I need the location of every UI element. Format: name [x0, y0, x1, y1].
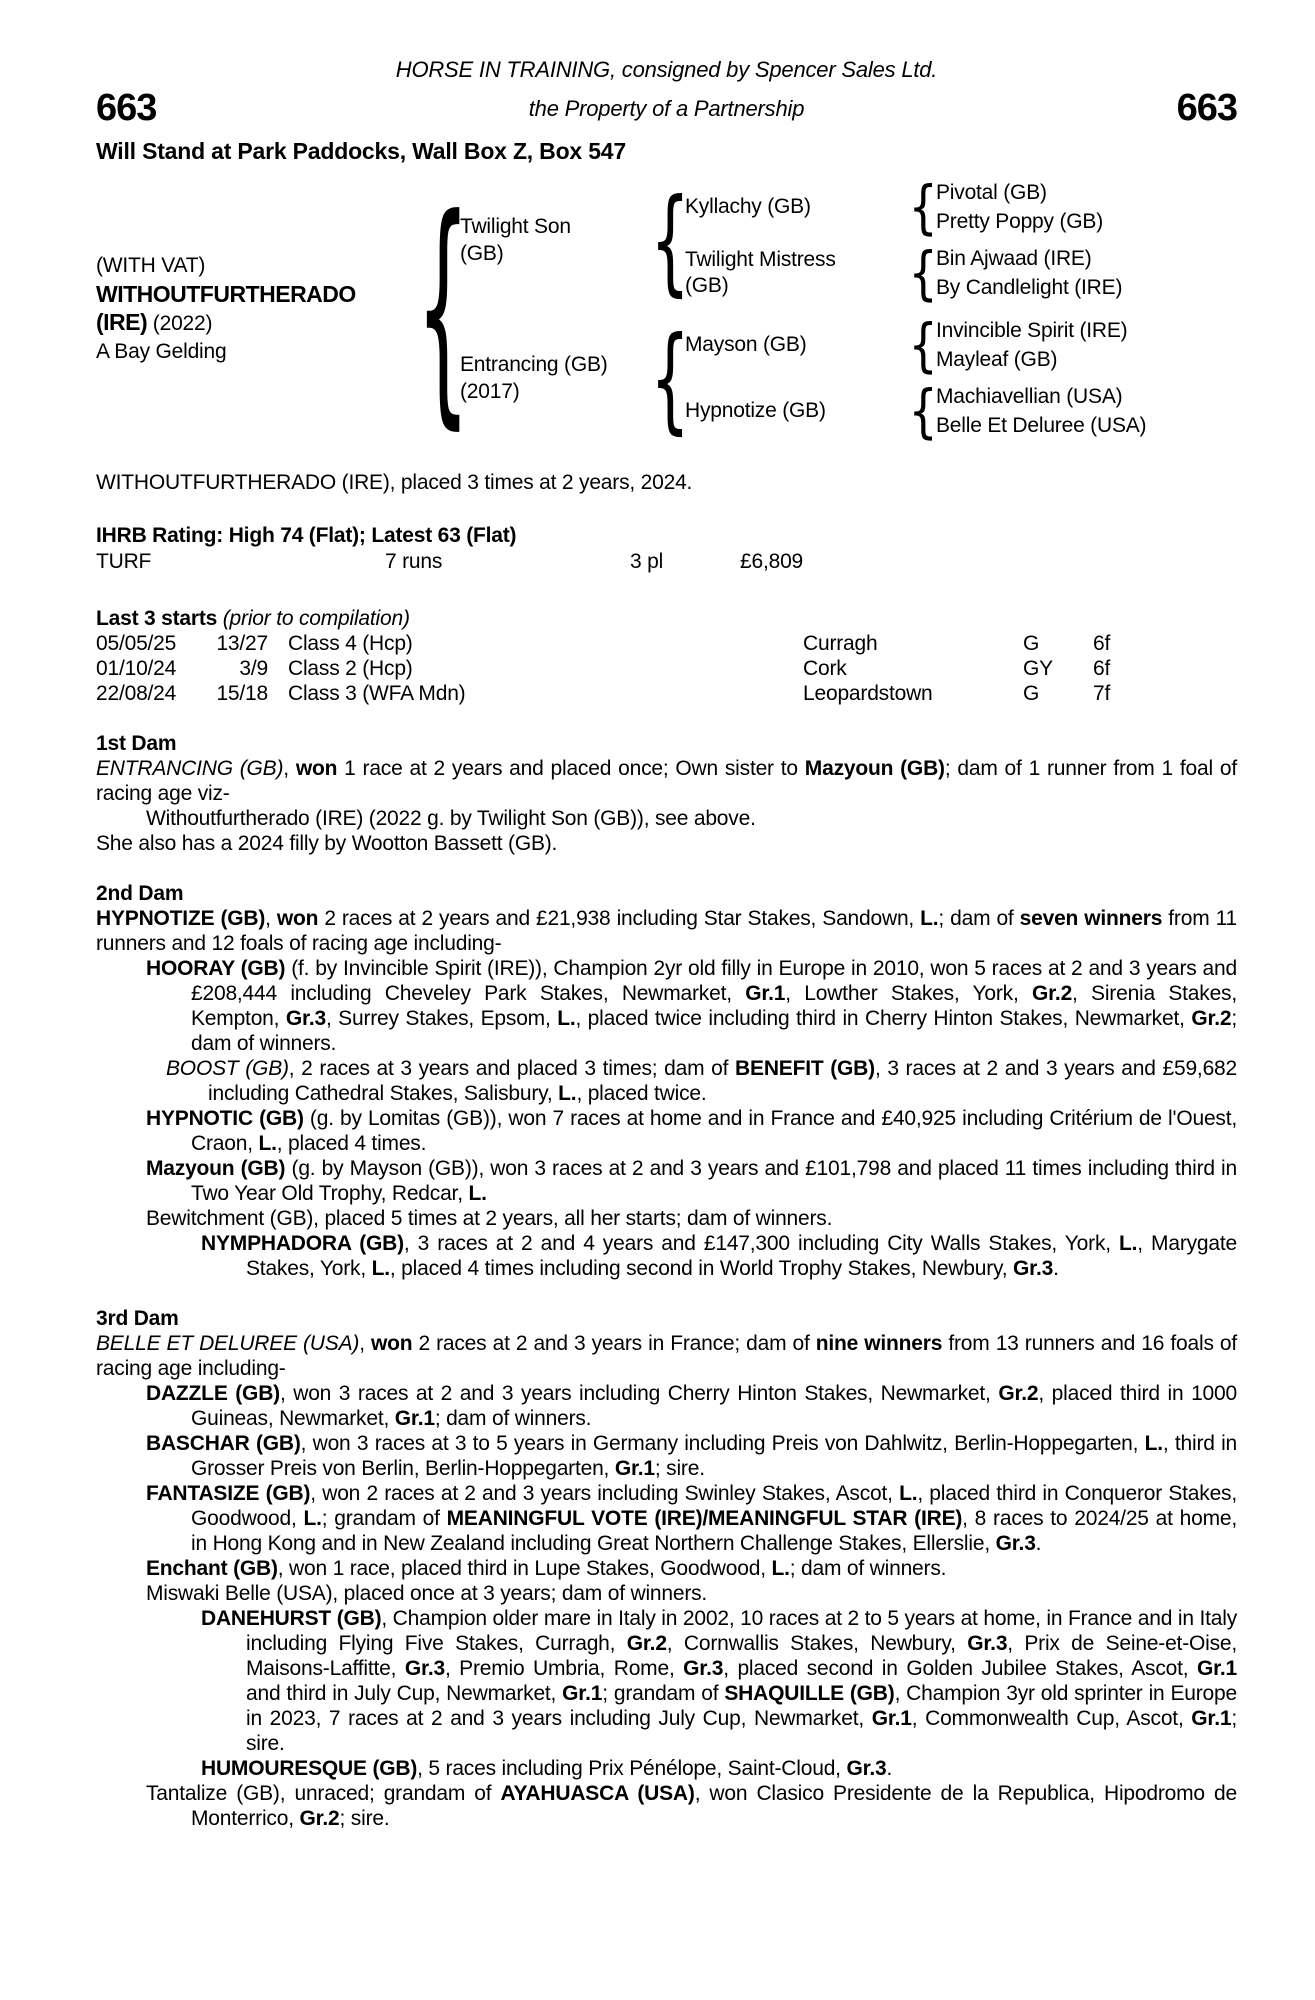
ihrb-rating: IHRB Rating: High 74 (Flat); Latest 63 (Flat): [96, 524, 517, 547]
pedigree-entry: NYMPHADORA (GB), 3 races at 2 and 4 years and £147,300 including City Walls Stakes, York, L., Marygate Stakes, York, L., placed 4 times including second in World Trophy Stakes, Newbury, Gr.3.: [201, 1232, 1237, 1280]
race-course: Curragh: [803, 632, 878, 655]
vat-note: (WITH VAT): [96, 254, 206, 277]
section-heading: 3rd Dam: [96, 1307, 179, 1330]
pedigree-entry: She also has a 2024 filly by Wootton Bassett (GB).: [96, 832, 558, 855]
pedigree-entry: BASCHAR (GB), won 3 races at 3 to 5 years in Germany including Preis von Dahlwitz, Berlin-Hoppegarten, L., third in Grosser Preis von Berlin, Berlin-Hoppegarten, Gr.1; sire.: [146, 1432, 1238, 1480]
record-placed: 3 pl: [630, 550, 664, 573]
pedigree-brace-small: {: [908, 310, 938, 379]
race-date: 05/05/25: [96, 632, 177, 655]
race-going: G: [1023, 682, 1040, 705]
pedigree-entry: FANTASIZE (GB), won 2 races at 2 and 3 years including Swinley Stakes, Ascot, L., placed third in Conqueror Stakes, Goodwood, L.; grandam of MEANINGFUL VOTE (IRE)/MEANINGFUL STAR (IRE), 8 races to 2024/25 at home, in Hong Kong and in New Zealand including Great Northern Challenge Stakes, Ellerslie, Gr.3.: [146, 1482, 1238, 1555]
last-starts-heading: [96, 606, 1237, 631]
race-course: Cork: [803, 657, 847, 680]
dam-branch: [460, 310, 1237, 446]
dam-name-line2: (2017): [460, 380, 520, 403]
sire-name-line1: Twilight Son: [460, 215, 571, 238]
horse-year: (2022): [147, 312, 213, 335]
section-heading: 1st Dam: [96, 732, 177, 755]
lot-line: [96, 86, 1237, 130]
turf-record-row: [96, 549, 1237, 574]
race-distance: 6f: [1093, 657, 1111, 680]
race-distance: 6f: [1093, 632, 1111, 655]
race-course: Leopardstown: [803, 682, 933, 705]
consignment-line: HORSE IN TRAINING, consigned by Spencer Sales Ltd.: [395, 57, 938, 82]
granddam-branch: [685, 376, 1237, 445]
section-3rd-dam: [96, 1306, 1237, 1831]
race-position: 3/9: [239, 657, 268, 680]
race-summary: WITHOUTFURTHERADO (IRE), placed 3 times at 2 years, 2024.: [96, 471, 693, 494]
last-starts-title: Last 3 starts: [96, 607, 218, 630]
pedigree-entry: Bewitchment (GB), placed 5 times at 2 years, all her starts; dam of winners.: [146, 1207, 833, 1230]
race-distance: 7f: [1093, 682, 1111, 705]
dam-name-line1: Entrancing (GB): [460, 353, 608, 376]
pedigree-brace-small: {: [908, 238, 938, 307]
race-row: [96, 656, 1237, 681]
pedigree-entry: DANEHURST (GB), Champion older mare in Italy in 2002, 10 races at 2 to 5 years at home, in France and in Italy including Flying Five Stakes, Curragh, Gr.2, Cornwallis Stakes, Newbury, Gr.3, Prix de Seine-et-Oise, Maisons-Laffitte, Gr.3, Premio Umbria, Rome, Gr.3, placed second in Golden Jubilee Stakes, Ascot, Gr.1 and third in July Cup, Newmarket, Gr.1; grandam of SHAQUILLE (GB), Champion 3yr old sprinter in Europe in 2023, 7 races at 2 and 3 years including July Cup, Newmarket, Gr.1, Commonwealth Cup, Ascot, Gr.1; sire.: [201, 1607, 1238, 1755]
record-runs: 7 runs: [385, 550, 443, 573]
great-grandparent-name: Belle Et Deluree (USA): [936, 414, 1147, 437]
section-2nd-dam: [96, 881, 1237, 1281]
great-grandparent-name: Bin Ajwaad (IRE): [936, 247, 1092, 270]
race-date: 22/08/24: [96, 682, 177, 705]
grandsire-branch: [685, 310, 1237, 379]
last-starts-block: [96, 606, 1237, 706]
lot-number-right: 663: [1176, 87, 1237, 129]
property-line: the Property of a Partnership: [528, 95, 805, 121]
pedigree-entry: Tantalize (GB), unraced; grandam of AYAHUASCA (USA), won Clasico Presidente de la Republica, Hipodromo de Monterrico, Gr.2; sire.: [146, 1782, 1237, 1830]
pedigree-entry: HYPNOTIZE (GB), won 2 races at 2 years and £21,938 including Star Stakes, Sandown, L.; dam of seven winners from 11 runners and 12 foals of racing age including-: [96, 907, 1237, 955]
pedigree-entry: ENTRANCING (GB), won 1 race at 2 years and placed once; Own sister to Mazyoun (GB); dam of 1 runner from 1 foal of racing age viz-: [96, 757, 1237, 805]
pedigree-entry: Enchant (GB), won 1 race, placed third in Lupe Stakes, Goodwood, L.; dam of winners.: [146, 1557, 947, 1580]
pedigree-entry: Mazyoun (GB) (g. by Mayson (GB)), won 3 races at 2 and 3 years and £101,798 and placed 11 times including third in Two Year Old Trophy, Redcar, L.: [146, 1157, 1238, 1205]
great-grandparents: [936, 178, 1237, 236]
section-1st-dam: [96, 731, 1237, 856]
granddam-branch: [685, 238, 1237, 307]
grandparent-name: Kyllachy (GB): [685, 195, 811, 218]
race-going: G: [1023, 632, 1040, 655]
great-grandparent-name: Invincible Spirit (IRE): [936, 319, 1128, 342]
race-row: [96, 631, 1237, 656]
grandparent-name: Hypnotize (GB): [685, 399, 826, 422]
great-grandparent-name: Mayleaf (GB): [936, 348, 1058, 371]
great-grandparents: [936, 382, 1237, 440]
pedigree-entry: HOORAY (GB) (f. by Invincible Spirit (IRE)), Champion 2yr old filly in Europe in 2010, won 5 races at 2 and 3 years and £208,444 including Cheveley Park Stakes, Newmarket, Gr.1, Lowther Stakes, York, Gr.2, Sirenia Stakes, Kempton, Gr.3, Surrey Stakes, Epsom, L., placed twice including third in Cherry Hinton Stakes, Newmarket, Gr.2; dam of winners.: [146, 957, 1238, 1055]
dam-name: [460, 316, 655, 440]
pedigree-brace-small: {: [908, 376, 938, 445]
record-surface: TURF: [96, 550, 152, 573]
great-grandparent-name: By Candlelight (IRE): [936, 276, 1123, 299]
section-heading: 2nd Dam: [96, 882, 184, 905]
race-position: 13/27: [216, 632, 268, 655]
race-going: GY: [1023, 657, 1053, 680]
grandparent-name: Mayson (GB): [685, 333, 807, 356]
pedigree-brace-dam: {: [650, 310, 690, 446]
great-grandparents: [936, 244, 1237, 302]
pedigree-entry: BOOST (GB), 2 races at 3 years and placed 3 times; dam of BENEFIT (GB), 3 races at 2 and 3 years and £59,682 including Cathedral Stakes, Salisbury, L., placed twice.: [166, 1057, 1238, 1105]
grandparent-name: Twilight Mistress (GB): [685, 248, 836, 297]
race-date: 01/10/24: [96, 657, 177, 680]
race-class: Class 2 (Hcp): [288, 657, 413, 680]
great-grandparent-name: Pretty Poppy (GB): [936, 210, 1103, 233]
horse-name: WITHOUTFURTHERADO: [96, 281, 356, 307]
great-grandparent-name: Pivotal (GB): [936, 181, 1047, 204]
stand-location-line: Will Stand at Park Paddocks, Wall Box Z, Box 547: [96, 138, 626, 164]
pedigree-generations: [460, 172, 1237, 446]
pedigree-entry: HYPNOTIC (GB) (g. by Lomitas (GB)), won 7 races at home and in France and £40,925 including Critérium de l'Ouest, Craon, L., placed 4 times.: [146, 1107, 1237, 1155]
great-grandparent-name: Machiavellian (USA): [936, 385, 1123, 408]
pedigree-entry: DAZZLE (GB), won 3 races at 2 and 3 years including Cherry Hinton Stakes, Newmarket, Gr.2, placed third in 1000 Guineas, Newmarket, Gr.1; dam of winners.: [146, 1382, 1237, 1430]
sire-branch: [460, 172, 1237, 308]
horse-suffix-year: [96, 308, 426, 338]
pedigree-entry: Miswaki Belle (USA), placed once at 3 years; dam of winners.: [146, 1582, 708, 1605]
grandsire-branch: [685, 172, 1237, 241]
horse-suffix: (IRE): [96, 309, 148, 335]
horse-description: A Bay Gelding: [96, 340, 227, 363]
pedigree-brace-small: {: [908, 172, 938, 241]
sire-name: [460, 178, 655, 302]
pedigree-entry: HUMOURESQUE (GB), 5 races including Prix Pénélope, Saint-Cloud, Gr.3.: [201, 1757, 893, 1780]
pedigree-brace-sire: {: [650, 172, 690, 308]
record-earnings: £6,809: [740, 550, 804, 573]
race-position: 15/18: [216, 682, 268, 705]
race-class: Class 3 (WFA Mdn): [288, 682, 466, 705]
race-class: Class 4 (Hcp): [288, 632, 413, 655]
pedigree-brace-main: {: [416, 165, 470, 450]
pedigree-tree: [96, 165, 1237, 450]
last-starts-subtitle: (prior to compilation): [217, 607, 410, 630]
sire-name-line2: (GB): [460, 242, 504, 265]
lot-number-left: 663: [96, 87, 157, 129]
pedigree-entry: BELLE ET DELUREE (USA), won 2 races at 2 and 3 years in France; dam of nine winners from 13 runners and 16 foals of racing age including-: [96, 1332, 1237, 1380]
hip-name-block: [96, 178, 426, 440]
pedigree-entry: Withoutfurtherado (IRE) (2022 g. by Twilight Son (GB)), see above.: [146, 807, 756, 830]
great-grandparents: [936, 316, 1237, 374]
race-row: [96, 681, 1237, 706]
